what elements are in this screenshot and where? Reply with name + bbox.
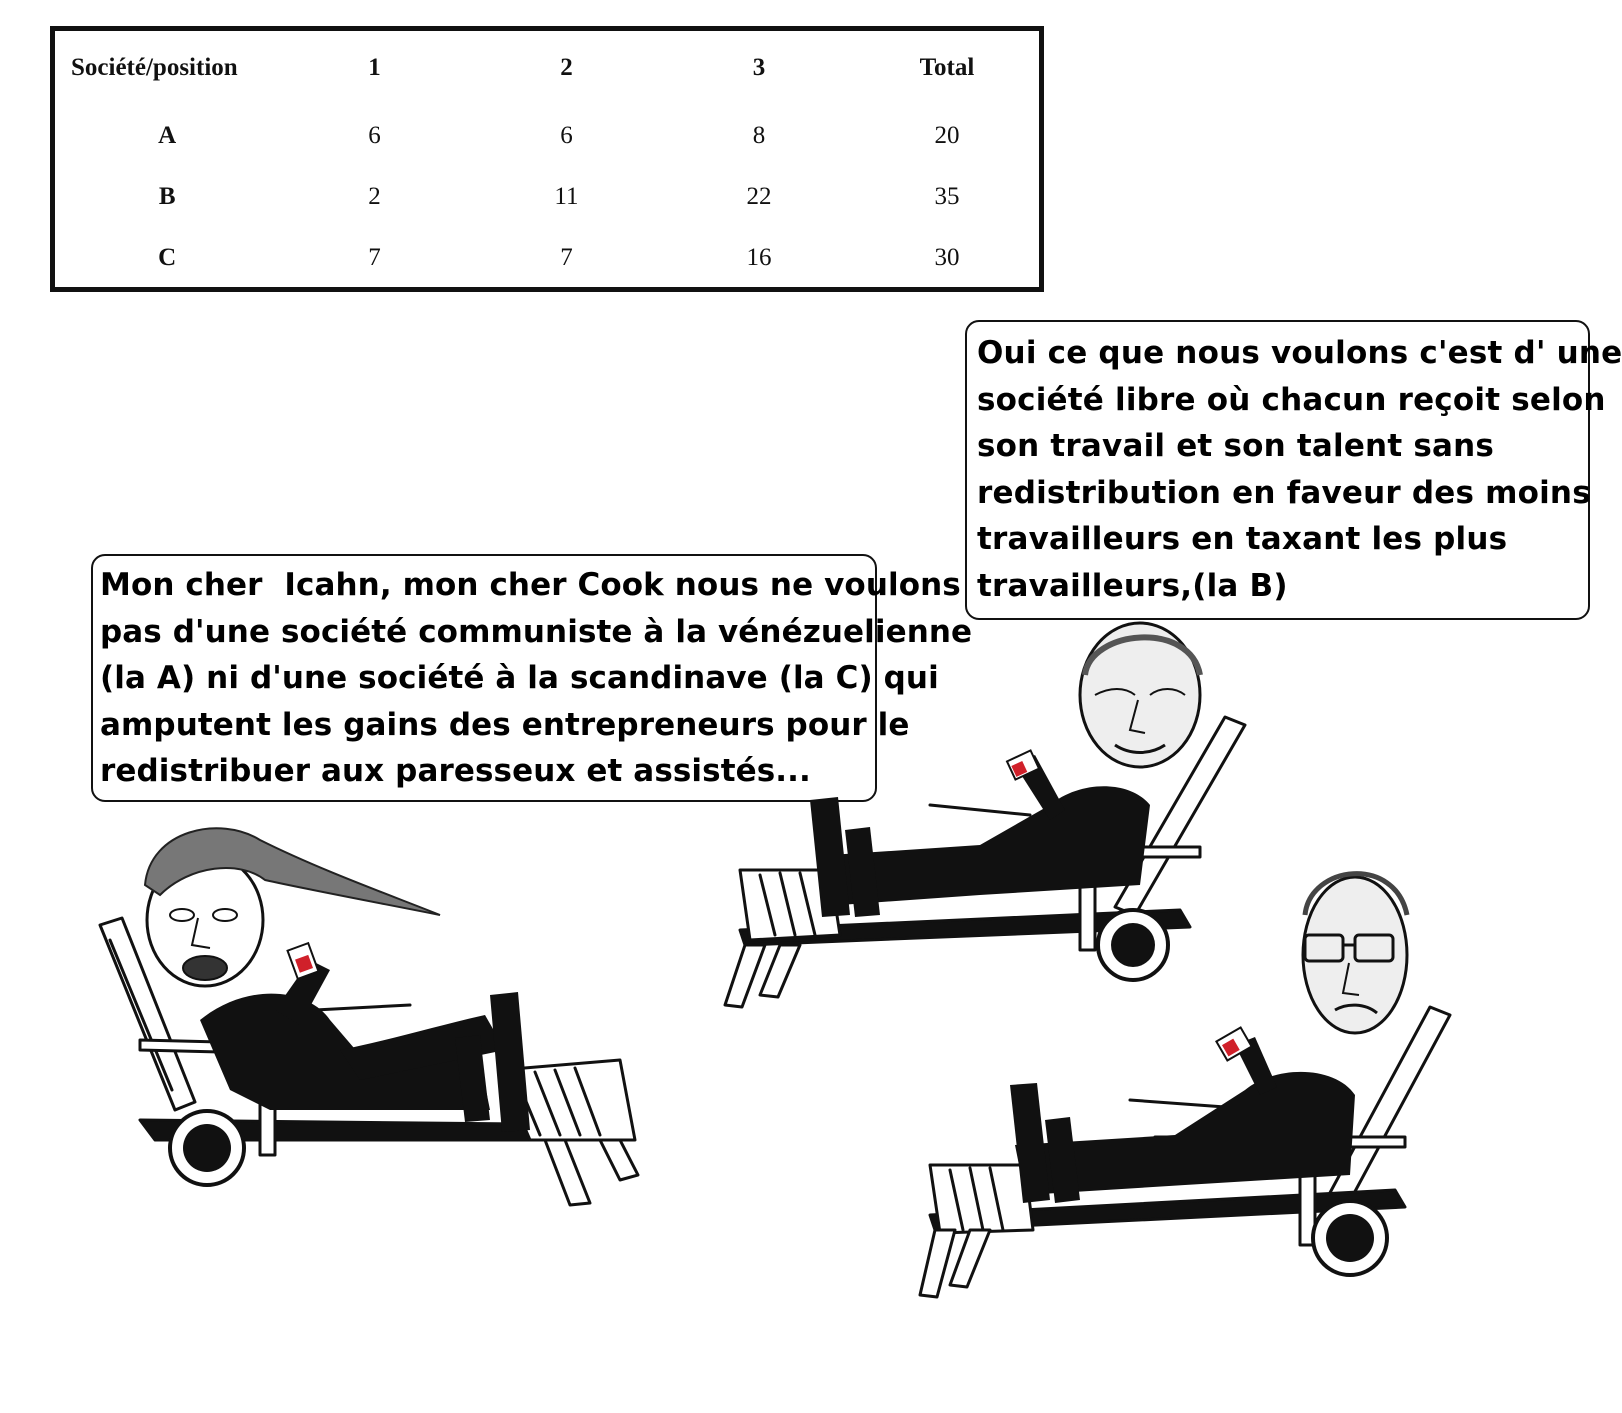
lounger-illustration-left xyxy=(60,810,660,1250)
table-row xyxy=(55,227,1039,288)
lounger-illustration-right xyxy=(915,845,1495,1335)
table-cell: 8 xyxy=(752,121,766,149)
lounger-figure-left xyxy=(60,810,660,1250)
table-cell: 22 xyxy=(746,182,772,210)
speech-bubble-left: Mon cher Icahn, mon cher Cook nous ne voulons pas d'une société communiste à la vénézuelienne (la A) ni d'une société à la scandinave (la C) qui amputent les gains des entrepreneurs pour le redistribuer aux paresseux et assistés... xyxy=(91,554,877,802)
table-cell: 20 xyxy=(934,121,960,149)
table-cell: 35 xyxy=(934,182,960,210)
lounger-figure-right xyxy=(915,845,1495,1335)
table-row-label: B xyxy=(158,182,176,210)
table-row-label: C xyxy=(158,243,177,271)
table-header-cell: 2 xyxy=(560,54,573,81)
table-header-row xyxy=(55,31,1039,105)
table-header-cell: Société/position xyxy=(71,54,238,81)
table-cell: 6 xyxy=(368,121,381,149)
speech-bubble-right: Oui ce que nous voulons c'est d' une société libre où chacun reçoit selon son travail et son talent sans redistribution en faveur des moins travailleurs en taxant les plus travailleurs,(la B) xyxy=(965,320,1590,620)
table-cell: 16 xyxy=(746,243,772,271)
table-cell: 7 xyxy=(560,243,573,271)
table-header-cell: 3 xyxy=(752,54,766,81)
table-row-label: A xyxy=(158,121,177,149)
data-table xyxy=(55,31,1039,288)
table-cell: 11 xyxy=(554,182,579,210)
table-cell: 30 xyxy=(934,243,960,271)
societe-position-table xyxy=(50,26,1044,292)
table-cell: 6 xyxy=(560,121,573,149)
table-row xyxy=(55,105,1039,166)
table-header-cell: Total xyxy=(919,54,975,81)
table-header-cell: 1 xyxy=(368,54,381,81)
table-cell: 2 xyxy=(368,182,381,210)
table-row xyxy=(55,166,1039,227)
table-cell: 7 xyxy=(368,243,381,271)
